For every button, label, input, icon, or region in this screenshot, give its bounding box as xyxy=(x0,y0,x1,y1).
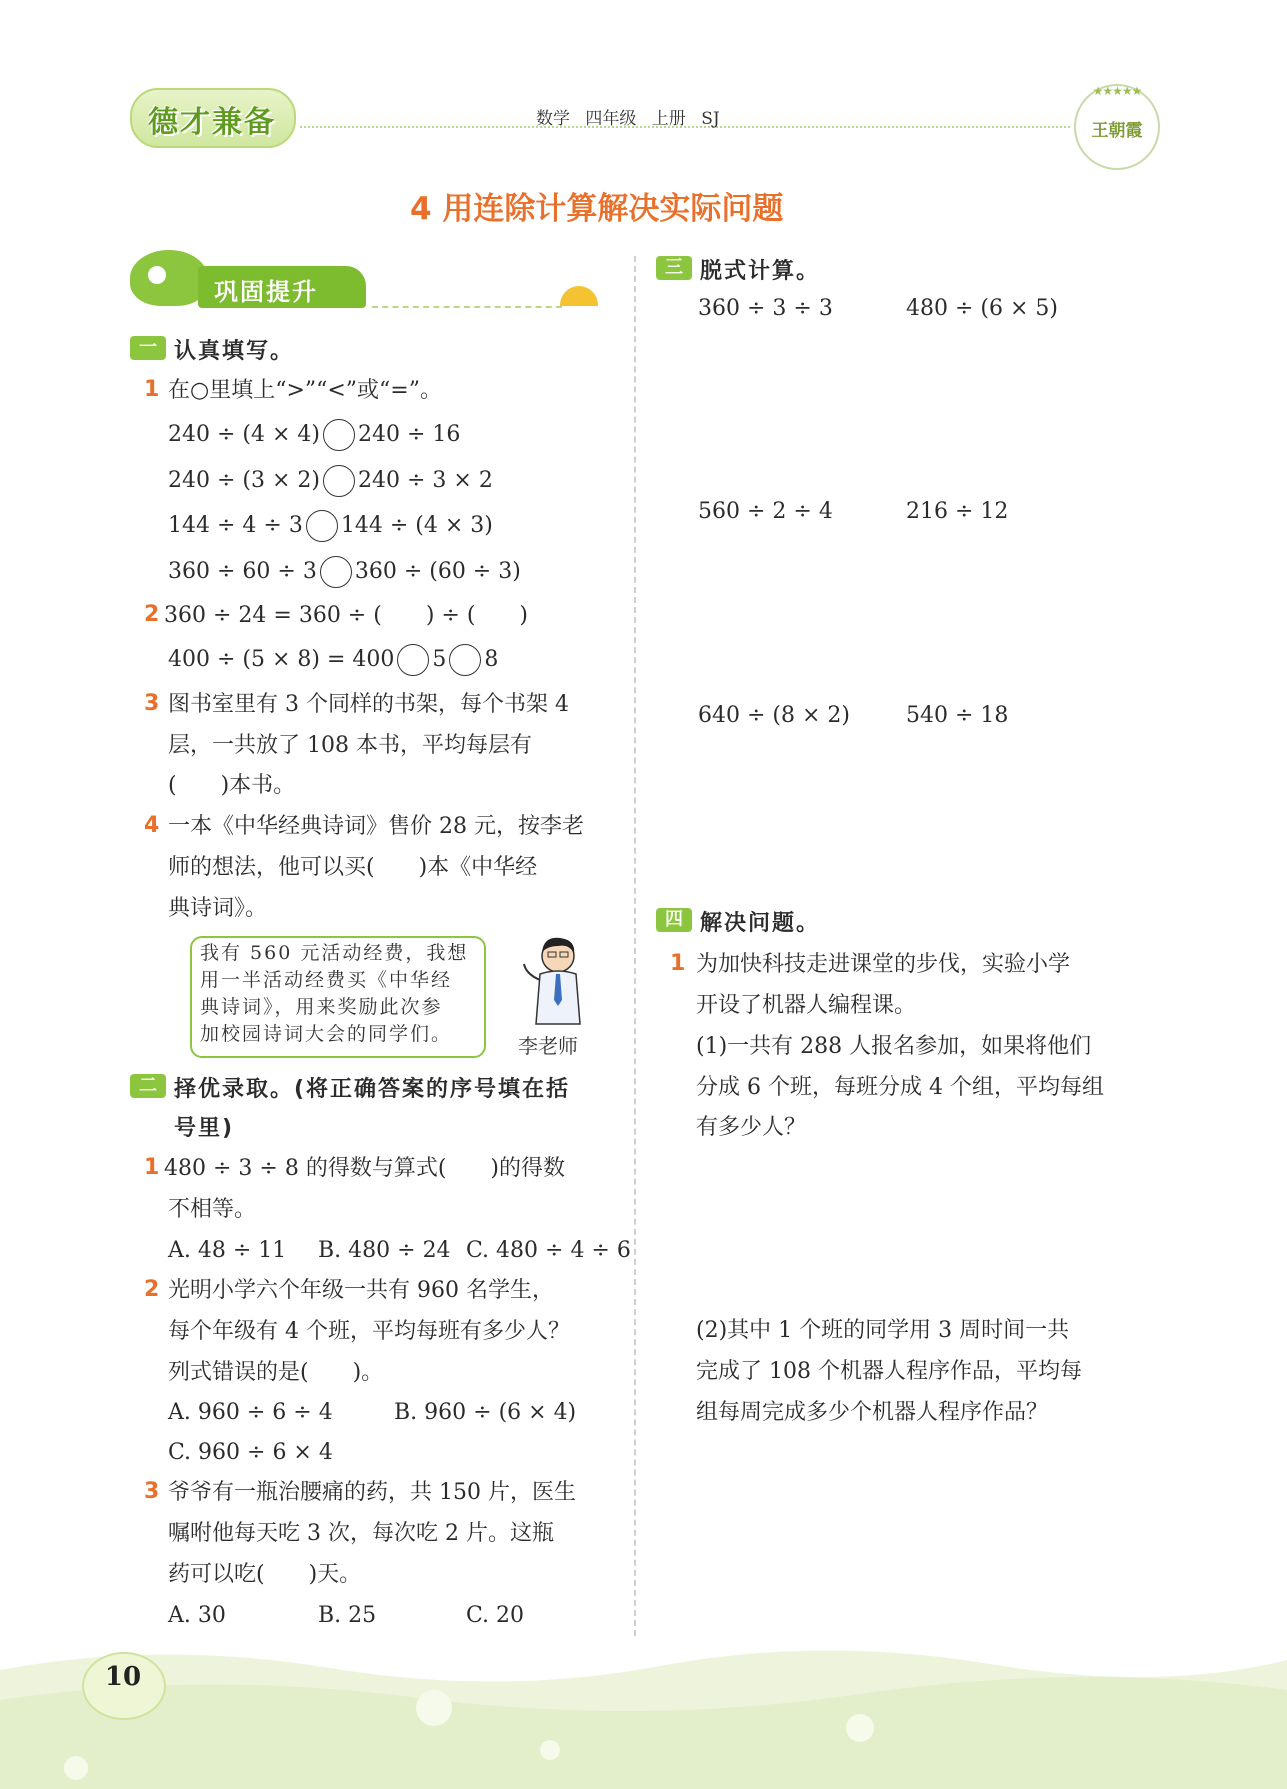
expr: 5 xyxy=(432,647,447,672)
question-line: 光明小学六个年级一共有 960 名学生， xyxy=(168,1278,554,1303)
teacher-icon xyxy=(520,934,592,1030)
section-number: 三 xyxy=(656,256,692,280)
option-c[interactable]: C. 480 ÷ 4 ÷ 6 xyxy=(466,1238,631,1263)
question-line: 爷爷有一瓶治腰痛的药，共 150 片，医生 xyxy=(168,1480,576,1505)
calc-expr: 640 ÷ (8 × 2) xyxy=(698,703,850,728)
answer-circle[interactable] xyxy=(306,510,338,542)
calc-expr: 360 ÷ 3 ÷ 3 xyxy=(698,296,833,321)
page-number: 10 xyxy=(104,1662,142,1692)
question-text: 360 ÷ 24 = 360 ÷ ( ) ÷ ( ) xyxy=(164,603,528,628)
question-number: 2 xyxy=(144,602,160,627)
teacher-label: 李老师 xyxy=(518,1034,578,1058)
whale-icon xyxy=(130,250,208,306)
question-line: 完成了 108 个机器人程序作品，平均每 xyxy=(696,1359,1082,1384)
section-title: 择优录取。(将正确答案的序号填在括 xyxy=(174,1077,571,1102)
compare-right: 144 ÷ (4 × 3) xyxy=(340,513,493,538)
option-a[interactable]: A. 960 ÷ 6 ÷ 4 xyxy=(168,1400,333,1425)
expr: 400 ÷ (5 × 8) = 400 xyxy=(168,647,395,672)
question-line: 师的想法，他可以买( )本《中华经 xyxy=(168,855,538,880)
column-divider xyxy=(634,256,636,1636)
bubble-line: 加校园诗词大会的同学们。 xyxy=(200,1023,453,1045)
section-number: 二 xyxy=(130,1074,166,1098)
option-a[interactable]: A. 30 xyxy=(168,1603,226,1628)
section-title: 认真填写。 xyxy=(174,339,295,364)
question-line: (1)一共有 288 人报名参加，如果将他们 xyxy=(696,1034,1092,1059)
section-title: 解决问题。 xyxy=(700,911,821,936)
question-line: 层，一共放了 108 本书，平均每层有 xyxy=(168,733,532,758)
option-b[interactable]: B. 480 ÷ 24 xyxy=(318,1238,451,1263)
question-line: 药可以吃( )天。 xyxy=(168,1562,362,1587)
banner-label: 巩固提升 xyxy=(214,278,318,306)
option-c[interactable]: C. 20 xyxy=(466,1603,525,1628)
answer-circle[interactable] xyxy=(397,644,429,676)
question-line: 典诗词》。 xyxy=(168,896,268,921)
question-line: 为加快科技走进课堂的步伐，实验小学 xyxy=(696,952,1071,977)
question-number: 3 xyxy=(144,1479,160,1504)
question-line: 有多少人？ xyxy=(696,1115,807,1140)
question-line: 每个年级有 4 个班，平均每班有多少人？ xyxy=(168,1319,570,1344)
question-number: 3 xyxy=(144,691,160,716)
question-line: 480 ÷ 3 ÷ 8 的得数与算式( )的得数 xyxy=(164,1156,565,1181)
question-line: 列式错误的是( )。 xyxy=(168,1360,384,1385)
sun-icon xyxy=(560,286,598,306)
question-line: 不相等。 xyxy=(168,1197,257,1222)
option-b[interactable]: B. 25 xyxy=(318,1603,377,1628)
compare-row xyxy=(168,460,493,501)
question-line: 分成 6 个班，每班分成 4 个组，平均每组 xyxy=(696,1075,1104,1100)
question-line: 一本《中华经典诗词》售价 28 元，按李老 xyxy=(168,814,584,839)
page-title: 4 用连除计算解决实际问题 xyxy=(410,191,784,227)
expr: 8 xyxy=(484,647,499,672)
brand-seal xyxy=(1074,84,1160,170)
question-number: 4 xyxy=(144,813,160,838)
question-number: 1 xyxy=(144,377,160,402)
option-a[interactable]: A. 48 ÷ 11 xyxy=(168,1238,287,1263)
answer-circle[interactable] xyxy=(320,556,352,588)
section-title: 号里) xyxy=(174,1116,235,1141)
section-number: 四 xyxy=(656,908,692,932)
question-text xyxy=(168,639,498,680)
compare-row xyxy=(168,505,493,546)
calc-expr: 216 ÷ 12 xyxy=(906,499,1009,524)
question-line: 图书室里有 3 个同样的书架，每个书架 4 xyxy=(168,692,569,717)
brand-name: 王朝霞 xyxy=(1091,121,1143,141)
compare-left: 144 ÷ 4 ÷ 3 xyxy=(168,513,303,538)
option-b[interactable]: B. 960 ÷ (6 × 4) xyxy=(394,1400,577,1425)
calc-expr: 540 ÷ 18 xyxy=(906,703,1009,728)
question-line: 组每周完成多少个机器人程序作品？ xyxy=(696,1400,1049,1425)
calc-expr: 480 ÷ (6 × 5) xyxy=(906,296,1058,321)
question-line: ( )本书。 xyxy=(168,773,296,798)
bubble-line: 典诗词》，用来奖励此次参 xyxy=(200,996,443,1018)
footer-wave xyxy=(0,1640,1287,1789)
question-line: (2)其中 1 个班的同学用 3 周时间一共 xyxy=(696,1318,1070,1343)
calc-expr: 560 ÷ 2 ÷ 4 xyxy=(698,499,833,524)
answer-circle[interactable] xyxy=(323,465,355,497)
compare-left: 360 ÷ 60 ÷ 3 xyxy=(168,559,317,584)
compare-right: 240 ÷ 16 xyxy=(358,422,461,447)
question-line: 开设了机器人编程课。 xyxy=(696,993,917,1018)
question-number: 1 xyxy=(670,951,686,976)
compare-left: 240 ÷ (3 × 2) xyxy=(168,468,320,493)
compare-right: 360 ÷ (60 ÷ 3) xyxy=(354,559,521,584)
compare-row xyxy=(168,414,460,455)
speech-bubble-text xyxy=(200,940,484,1048)
bubble-line: 用一半活动经费买《中华经 xyxy=(200,969,453,991)
compare-left: 240 ÷ (4 × 4) xyxy=(168,422,320,447)
question-line: 嘱咐他每天吃 3 次，每次吃 2 片。这瓶 xyxy=(168,1521,554,1546)
compare-right: 240 ÷ 3 × 2 xyxy=(358,468,493,493)
question-number: 2 xyxy=(144,1277,160,1302)
banner-line xyxy=(372,306,562,308)
answer-circle[interactable] xyxy=(323,419,355,451)
logo-text: 德才兼备 xyxy=(148,105,276,140)
stars-icon: ★★★★★ xyxy=(1092,84,1142,98)
question-text: 在○里填上“>”“<”或“=”。 xyxy=(168,378,442,403)
compare-row xyxy=(168,551,521,592)
section-number: 一 xyxy=(130,336,166,360)
answer-circle[interactable] xyxy=(449,644,481,676)
section-title: 脱式计算。 xyxy=(700,259,821,284)
header-info: 数学 四年级 上册 SJ xyxy=(536,109,720,129)
question-number: 1 xyxy=(144,1155,160,1180)
bubble-line: 我有 560 元活动经费，我想 xyxy=(200,942,469,964)
option-c[interactable]: C. 960 ÷ 6 × 4 xyxy=(168,1440,333,1465)
